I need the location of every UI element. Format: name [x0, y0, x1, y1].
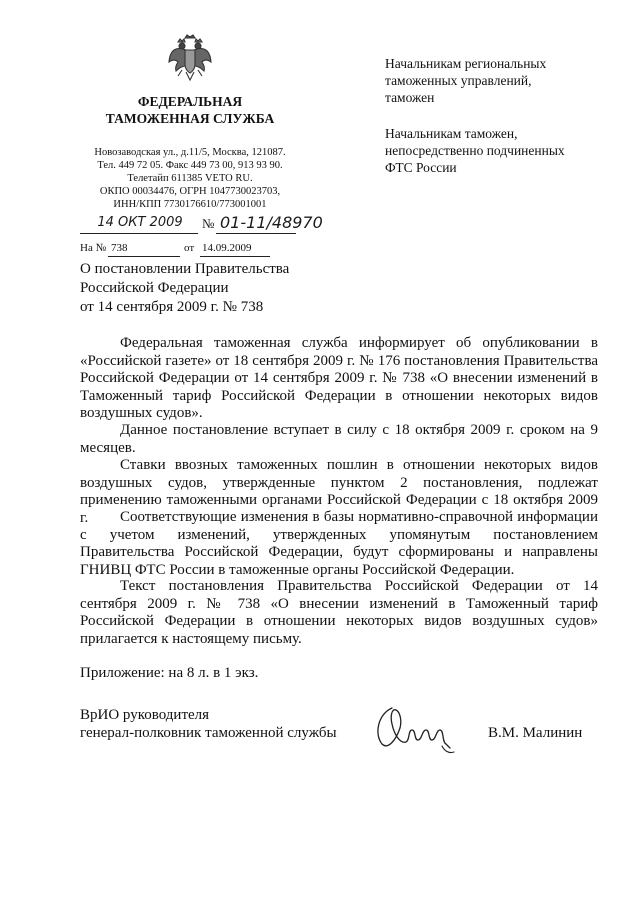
handwritten-signature-icon: [370, 700, 460, 760]
org-phone-line: Тел. 449 72 05. Факс 449 73 00, 913 93 90.: [97, 160, 283, 171]
body-paragraph-1: Федеральная таможенная служба информирует об опубликовании в «Российской газете» от 18 сентября 2009 г. № 176 постановления Правительства Российской Федерации от 14 сентября 2009 г. № 738 «О внесении изменений в Таможенный тариф Российской Федерации в отношении некоторых видов воздушных судов».: [80, 335, 598, 421]
reference-prefix: На №: [80, 242, 107, 254]
signer-title-line1: ВрИО руководителя: [80, 707, 210, 723]
outgoing-date: 14 ОКТ 2009: [97, 215, 183, 230]
double-headed-eagle-emblem-icon: [166, 32, 214, 84]
reference-date-line: [200, 256, 270, 257]
attachment-note: Приложение: на 8 л. в 1 экз.: [80, 665, 259, 681]
recipient-group2-line3: ФТС России: [385, 160, 457, 175]
recipient-group2-line1: Начальникам таможен,: [385, 126, 518, 141]
outgoing-number-sign: №: [202, 216, 215, 231]
org-okpo-line: ОКПО 00034476, ОГРН 1047730023703,: [99, 186, 281, 197]
org-name-line2: ТАМОЖЕННАЯ СЛУЖБА: [105, 111, 275, 126]
reference-from-label: от: [184, 242, 195, 254]
body-paragraph-2: Данное постановление вступает в силу с 18 октября 2009 г. сроком на 9 месяцев.: [80, 422, 598, 456]
body-paragraph-4: Соответствующие изменения в базы нормативно-справочной информации с учетом изменений, утвержденных упомянутым постановлением Правительства Российской Федерации, будут сформированы и направлены ГНИВЦ ФТС России в таможенные органы Российской Федерации.: [80, 509, 598, 578]
recipient-group2-line2: непосредственно подчиненных: [385, 143, 565, 158]
subject-line2: Российской Федерации: [80, 280, 229, 296]
outgoing-number-line: [216, 233, 296, 234]
outgoing-date-line: [80, 233, 198, 234]
subject-line3: от 14 сентября 2009 г. № 738: [80, 299, 264, 315]
recipient-group1-line1: Начальникам региональных: [385, 56, 547, 71]
reference-number: 738: [111, 242, 128, 254]
outgoing-number: 01-11/48970: [220, 213, 323, 232]
org-name-line1: ФЕДЕРАЛЬНАЯ: [137, 94, 243, 109]
recipient-group1-line2: таможенных управлений,: [385, 73, 532, 88]
org-address-line: Новозаводская ул., д.11/5, Москва, 121087.: [94, 147, 286, 158]
subject-line1: О постановлении Правительства: [80, 261, 290, 277]
reference-number-line: [108, 256, 180, 257]
org-teletype-line: Телетайп 611385 VETO RU.: [127, 173, 253, 184]
signer-name: В.М. Малинин: [488, 725, 583, 741]
signer-title-line2: генерал-полковник таможенной службы: [80, 725, 337, 741]
body-paragraph-3: Ставки ввозных таможенных пошлин в отношении некоторых видов воздушных судов, утвержденные пунктом 2 постановления, подлежат применению таможенными органами Российской Федерации с 18 октября 2009 г.: [80, 457, 598, 526]
org-inn-line: ИНН/КПП 7730176610/773001001: [113, 199, 267, 210]
reference-date: 14.09.2009: [202, 242, 252, 254]
recipient-group1-line3: таможен: [385, 90, 435, 105]
body-paragraph-5: Текст постановления Правительства Российской Федерации от 14 сентября 2009 г. № 738 «О внесении изменений в Таможенный тариф Российской Федерации в отношении некоторых видов воздушных судов» прилагается к настоящему письму.: [80, 578, 598, 647]
